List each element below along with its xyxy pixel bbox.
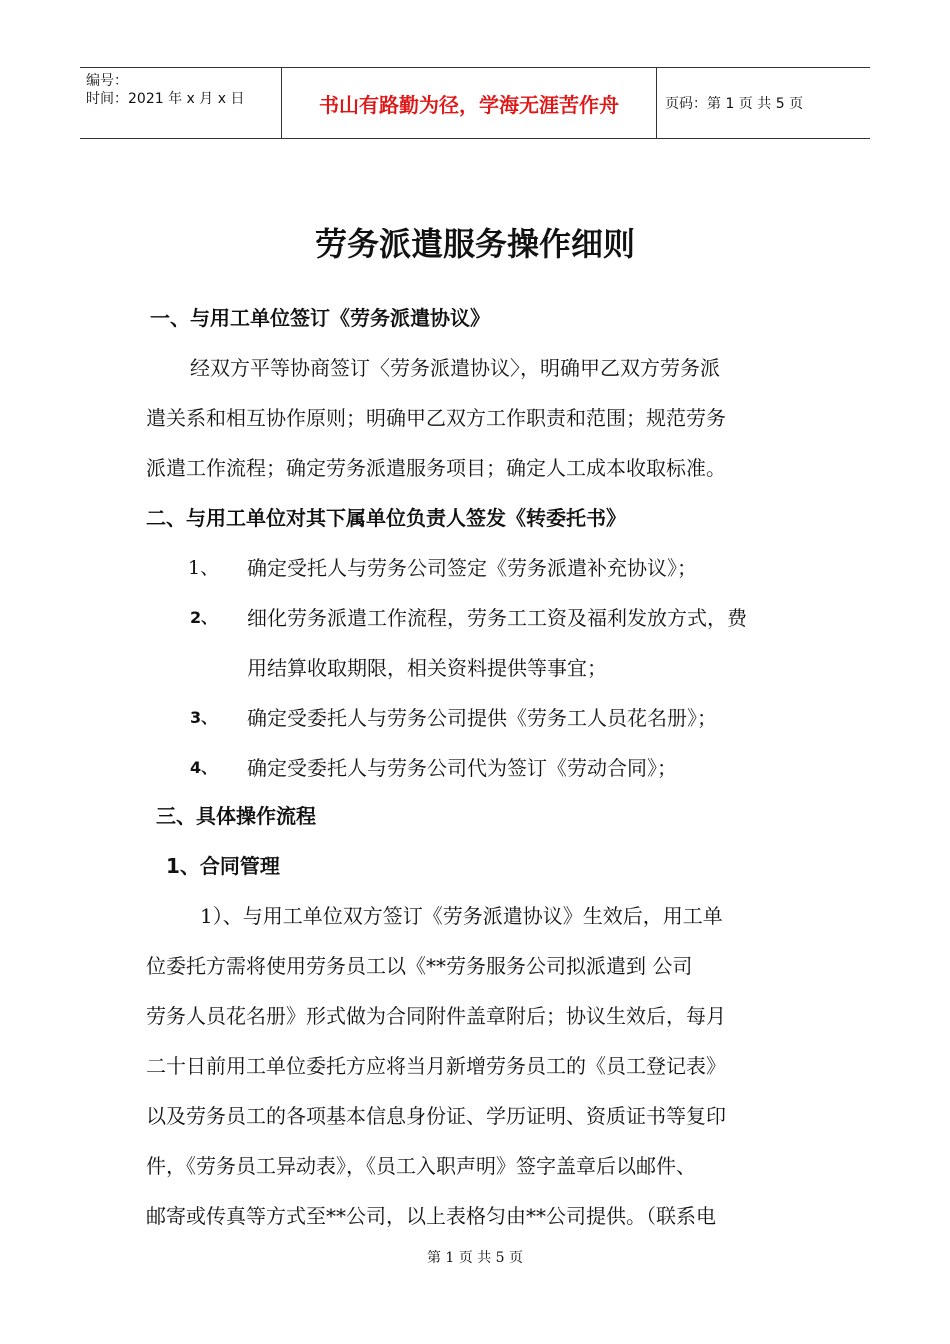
- section1-line-1: 经双方平等协商签订〈劳务派遣协议〉，明确甲乙双方劳务派: [190, 356, 720, 380]
- item-2-number: 2、: [190, 608, 218, 627]
- section3-line-2: 位委托方需将使用劳务员工以《**劳务服务公司拟派遣到 公司: [146, 954, 693, 978]
- section3-line-6: 件，《劳务员工异动表》，《员工入职声明》签字盖章后以邮件、: [146, 1154, 696, 1178]
- item-4-text: 确定受委托人与劳务公司代为签订《劳动合同》；: [247, 756, 677, 780]
- section2-heading: 二、与用工单位对其下属单位负责人签发《转委托书》: [146, 506, 626, 530]
- section1-line-3: 派遣工作流程；确定劳务派遣服务项目；确定人工成本收取标准。: [146, 456, 726, 480]
- item-3-number: 3、: [190, 708, 218, 727]
- document-header: [80, 67, 870, 139]
- header-page-label: 页码：第 1 页 共 5 页: [665, 96, 804, 112]
- item-4-number: 4、: [190, 758, 218, 777]
- number-label: 编号：: [86, 73, 128, 89]
- item-2-text-2: 用结算收取期限，相关资料提供等事宜；: [247, 656, 607, 680]
- header-motto: 书山有路勤为径，学海无涯苦作舟: [281, 68, 657, 138]
- section3-subheading: 1、合同管理: [166, 854, 280, 878]
- item-1-text: 确定受托人与劳务公司签定《劳务派遣补充协议》；: [247, 556, 697, 580]
- section1-heading: 一、与用工单位签订《劳务派遣协议》: [150, 306, 490, 330]
- item-1-number: 1、: [188, 557, 220, 579]
- section1-line-2: 遣关系和相互协作原则；明确甲乙双方工作职责和范围；规范劳务: [146, 406, 726, 430]
- section3-heading: 三、具体操作流程: [156, 804, 316, 828]
- section3-line-3: 劳务人员花名册》形式做为合同附件盖章附后；协议生效后，每月: [146, 1004, 726, 1028]
- page-footer: 第 1 页 共 5 页: [426, 1250, 524, 1266]
- section3-line-4: 二十日前用工单位委托方应将当月新增劳务员工的《员工登记表》: [146, 1054, 726, 1078]
- section3-line-5: 以及劳务员工的各项基本信息身份证、学历证明、资质证书等复印: [146, 1104, 726, 1128]
- item-2-text-1: 细化劳务派遣工作流程，劳务工工资及福利发放方式，费: [247, 606, 747, 630]
- document-title: 劳务派遣服务操作细则: [314, 225, 635, 263]
- section3-line-1: 1）、与用工单位双方签订《劳务派遣协议》生效后，用工单: [200, 904, 723, 928]
- item-3-text: 确定受委托人与劳务公司提供《劳务工人员花名册》；: [247, 706, 717, 730]
- header-meta: [80, 68, 281, 138]
- time-label: 时间：2021 年 x 月 x 日: [86, 91, 245, 107]
- section3-line-7: 邮寄或传真等方式至**公司，以上表格匀由**公司提供。（联系电: [146, 1204, 716, 1228]
